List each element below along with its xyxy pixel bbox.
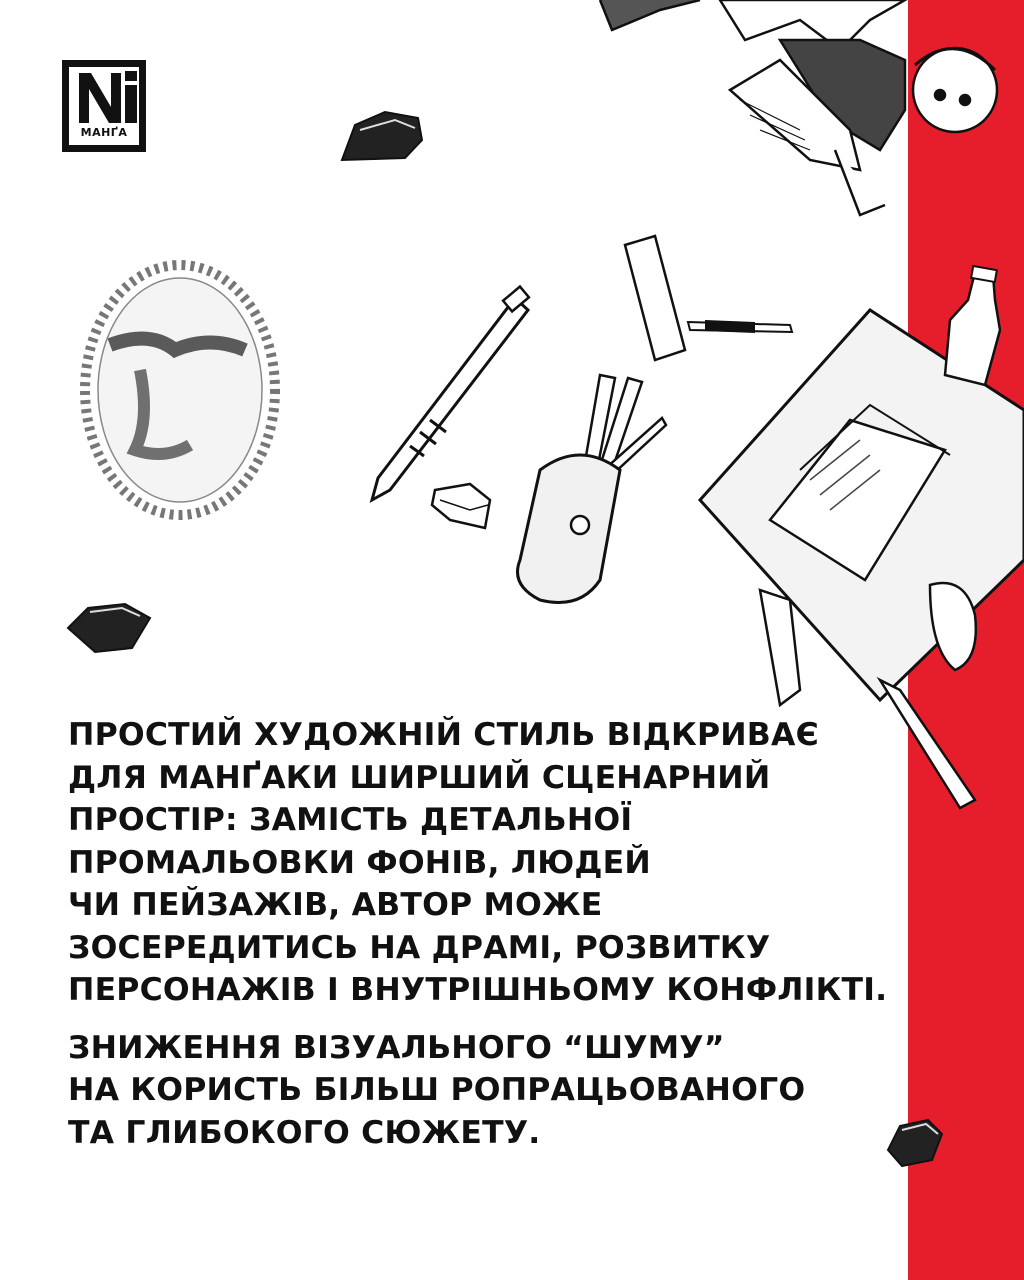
- brand-logo: [62, 60, 146, 152]
- rock-icon: [68, 604, 150, 652]
- falling-reader-icon: [600, 0, 997, 215]
- rock-icon: [342, 112, 422, 160]
- pen-icon: [372, 287, 529, 500]
- pencil-case-icon: [518, 375, 667, 603]
- eraser-icon: [432, 484, 490, 528]
- bottle-icon: [945, 266, 1000, 385]
- ruler-icon: [625, 236, 685, 360]
- paragraph-1: ПРОСТИЙ ХУДОЖНІЙ СТИЛЬ ВІДКРИВАЄ ДЛЯ МАНҐАКИ ШИРШИЙ СЦЕНАРНИЙ ПРОСТІР: ЗАМІСТЬ ДЕТАЛЬНОЇ ПРОМАЛЬОВКИ ФОНІВ, ЛЮДЕЙ ЧИ ПЕЙЗАЖІВ, АВТОР МОЖЕ ЗОСЕРЕДИТИСЬ НА ДРАМІ, РОЗВИТКУ ПЕРСОНАЖІВ І ВНУТРІШНЬОМУ КОНФЛІКТІ.: [68, 717, 888, 1008]
- logo-caption: МАНҐА: [80, 126, 128, 139]
- article-text: [68, 714, 888, 1154]
- rock-icon: [880, 1112, 950, 1172]
- logo-mark-icon: [75, 69, 141, 127]
- sun-face-icon: [85, 265, 275, 515]
- rock-icon: [888, 808, 940, 820]
- ballpoint-pen-icon: [688, 320, 792, 333]
- paragraph-2: ЗНИЖЕННЯ ВІЗУАЛЬНОГО “ШУМУ” НА КОРИСТЬ БІЛЬШ РОПРАЦЬОВАНОГО ТА ГЛИБОКОГО СЮЖЕТУ.: [68, 1029, 806, 1151]
